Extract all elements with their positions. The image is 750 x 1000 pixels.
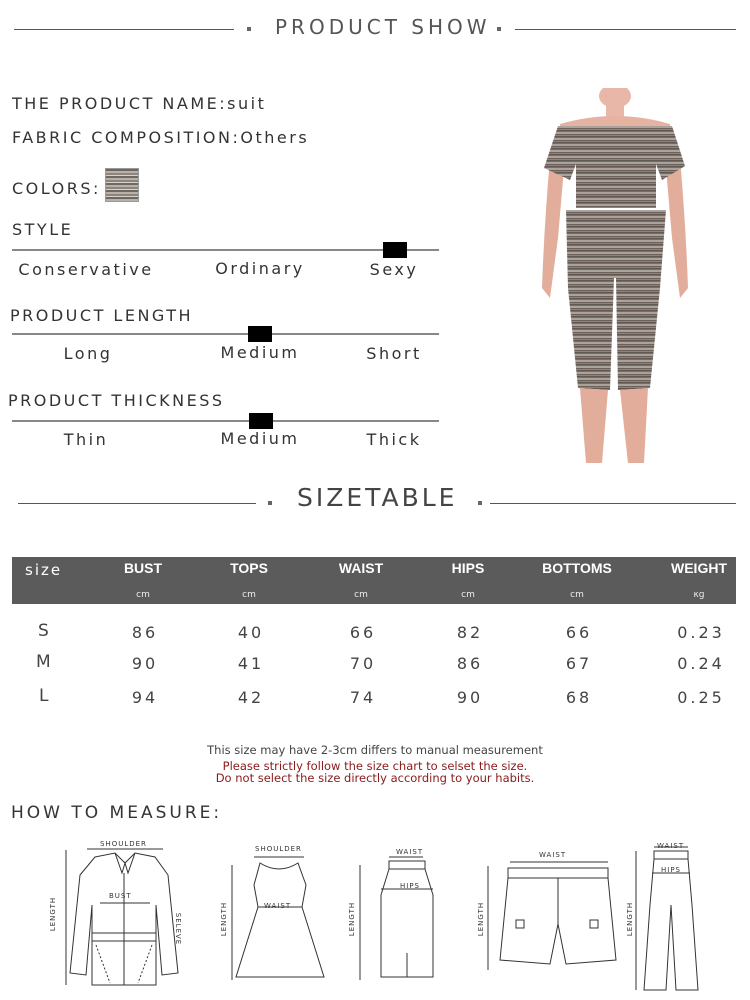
scale-label-thin: Thin xyxy=(63,430,109,449)
table-cell: 90 xyxy=(456,688,484,707)
scale-label-ordinary: Ordinary xyxy=(215,259,305,278)
dress-shoulder-label: SHOULDER xyxy=(255,845,302,853)
scale-marker-thickness xyxy=(249,413,273,429)
fabric-value: Others xyxy=(240,128,310,147)
sizetable-rule-right xyxy=(490,503,736,504)
pants-waist-label: WAIST xyxy=(657,842,685,850)
table-cell: 67 xyxy=(565,654,593,673)
header-dot-right xyxy=(497,27,501,31)
table-row-size-s: S xyxy=(38,621,49,641)
section-title-how-to-measure: HOW TO MEASURE: xyxy=(11,803,223,823)
table-cell: 94 xyxy=(131,688,159,707)
scale-label-medium-length: Medium xyxy=(220,343,300,362)
scale-label-conservative: Conservative xyxy=(18,260,154,279)
jacket-shoulder-label: SHOULDER xyxy=(100,840,147,848)
color-swatch-striped[interactable] xyxy=(105,168,139,202)
scale-label-sexy: Sexy xyxy=(369,260,419,279)
col-header-bust: BUST xyxy=(123,560,163,576)
col-unit-bottoms: cm xyxy=(570,590,584,600)
table-cell: 41 xyxy=(237,654,265,673)
jacket-bust-label: BUST xyxy=(109,892,132,900)
scale-line-thickness xyxy=(12,420,439,422)
table-cell: 82 xyxy=(456,623,484,642)
fabric-composition xyxy=(12,128,309,147)
skirt-hips-label: HIPS xyxy=(400,882,420,890)
table-cell: 0.24 xyxy=(677,654,725,673)
scale-label-short: Short xyxy=(366,344,422,363)
note-follow-chart: Please strictly follow the size chart to selset the size. xyxy=(222,759,528,773)
shorts-length-label: LENGTH xyxy=(477,901,486,937)
col-header-bottoms: BOTTOMS xyxy=(542,560,612,576)
scale-label-thick: Thick xyxy=(366,430,422,449)
table-cell: 86 xyxy=(456,654,484,673)
table-row-size-l: L xyxy=(39,686,49,706)
col-header-tops: TOPS xyxy=(230,560,268,576)
pants-hips-label: HIPS xyxy=(661,866,681,874)
section-title-product-show: PRODUCT SHOW xyxy=(275,15,491,39)
skirt-waist-label: WAIST xyxy=(396,848,424,856)
table-cell: 42 xyxy=(237,688,265,707)
scale-title-style: STYLE xyxy=(12,220,74,239)
product-name-label: THE PRODUCT NAME: xyxy=(12,94,228,113)
shorts-waist-label: WAIST xyxy=(539,851,567,859)
header-rule-left xyxy=(14,29,234,30)
skirt-length-label: LENGTH xyxy=(348,901,357,937)
note-do-not-select: Do not select the size directly according to your habits. xyxy=(215,771,535,785)
header-rule-right xyxy=(515,29,736,30)
product-model-image xyxy=(520,88,710,468)
col-unit-tops: cm xyxy=(242,590,256,600)
product-name xyxy=(12,94,266,113)
jacket-sleeve-label: SELEVE xyxy=(174,912,183,946)
scale-marker-length xyxy=(248,326,272,342)
sizetable-dot-left xyxy=(268,501,272,505)
sizetable-dot-right xyxy=(478,501,482,505)
table-cell: 86 xyxy=(131,623,159,642)
table-cell: 0.25 xyxy=(677,688,725,707)
shorts-measure-diagram xyxy=(478,860,618,975)
table-cell: 66 xyxy=(349,623,377,642)
colors-label: COLORS: xyxy=(12,179,101,198)
table-cell: 0.23 xyxy=(677,623,725,642)
section-title-sizetable: SIZETABLE xyxy=(297,483,458,512)
skirt-measure-diagram xyxy=(355,855,445,985)
col-header-weight: WEIGHT xyxy=(671,560,727,576)
table-cell: 74 xyxy=(349,688,377,707)
scale-line-length xyxy=(12,333,439,335)
note-measurement: This size may have 2-3cm differs to manual measurement xyxy=(207,743,543,757)
size-column-header: size xyxy=(25,561,63,579)
col-unit-waist: cm xyxy=(354,590,368,600)
table-cell: 70 xyxy=(349,654,377,673)
table-cell: 66 xyxy=(565,623,593,642)
dress-length-label: LENGTH xyxy=(220,901,229,937)
fabric-label: FABRIC COMPOSITION: xyxy=(12,128,241,147)
col-header-waist: WAIST xyxy=(338,560,384,576)
dress-waist-label: WAIST xyxy=(264,902,292,910)
col-unit-bust: cm xyxy=(136,590,150,600)
scale-label-medium-thickness: Medium xyxy=(220,429,300,448)
scale-title-length: PRODUCT LENGTH xyxy=(10,306,194,325)
pants-length-label: LENGTH xyxy=(626,901,635,937)
scale-marker-style xyxy=(383,242,407,258)
table-row-size-m: M xyxy=(36,652,51,672)
table-cell: 68 xyxy=(565,688,593,707)
col-unit-hips: cm xyxy=(461,590,475,600)
jacket-length-label: LENGTH xyxy=(49,896,58,932)
sizetable-rule-left xyxy=(18,503,256,504)
product-name-value: suit xyxy=(227,94,267,113)
table-cell: 90 xyxy=(131,654,159,673)
col-unit-weight: κɡ xyxy=(693,590,705,600)
col-header-hips: HIPS xyxy=(451,560,485,576)
dress-measure-diagram xyxy=(228,855,328,985)
scale-line-style xyxy=(12,249,439,251)
table-cell: 40 xyxy=(237,623,265,642)
header-dot-left xyxy=(247,27,251,31)
scale-label-long: Long xyxy=(63,344,113,363)
scale-title-thickness: PRODUCT THICKNESS xyxy=(8,391,225,410)
